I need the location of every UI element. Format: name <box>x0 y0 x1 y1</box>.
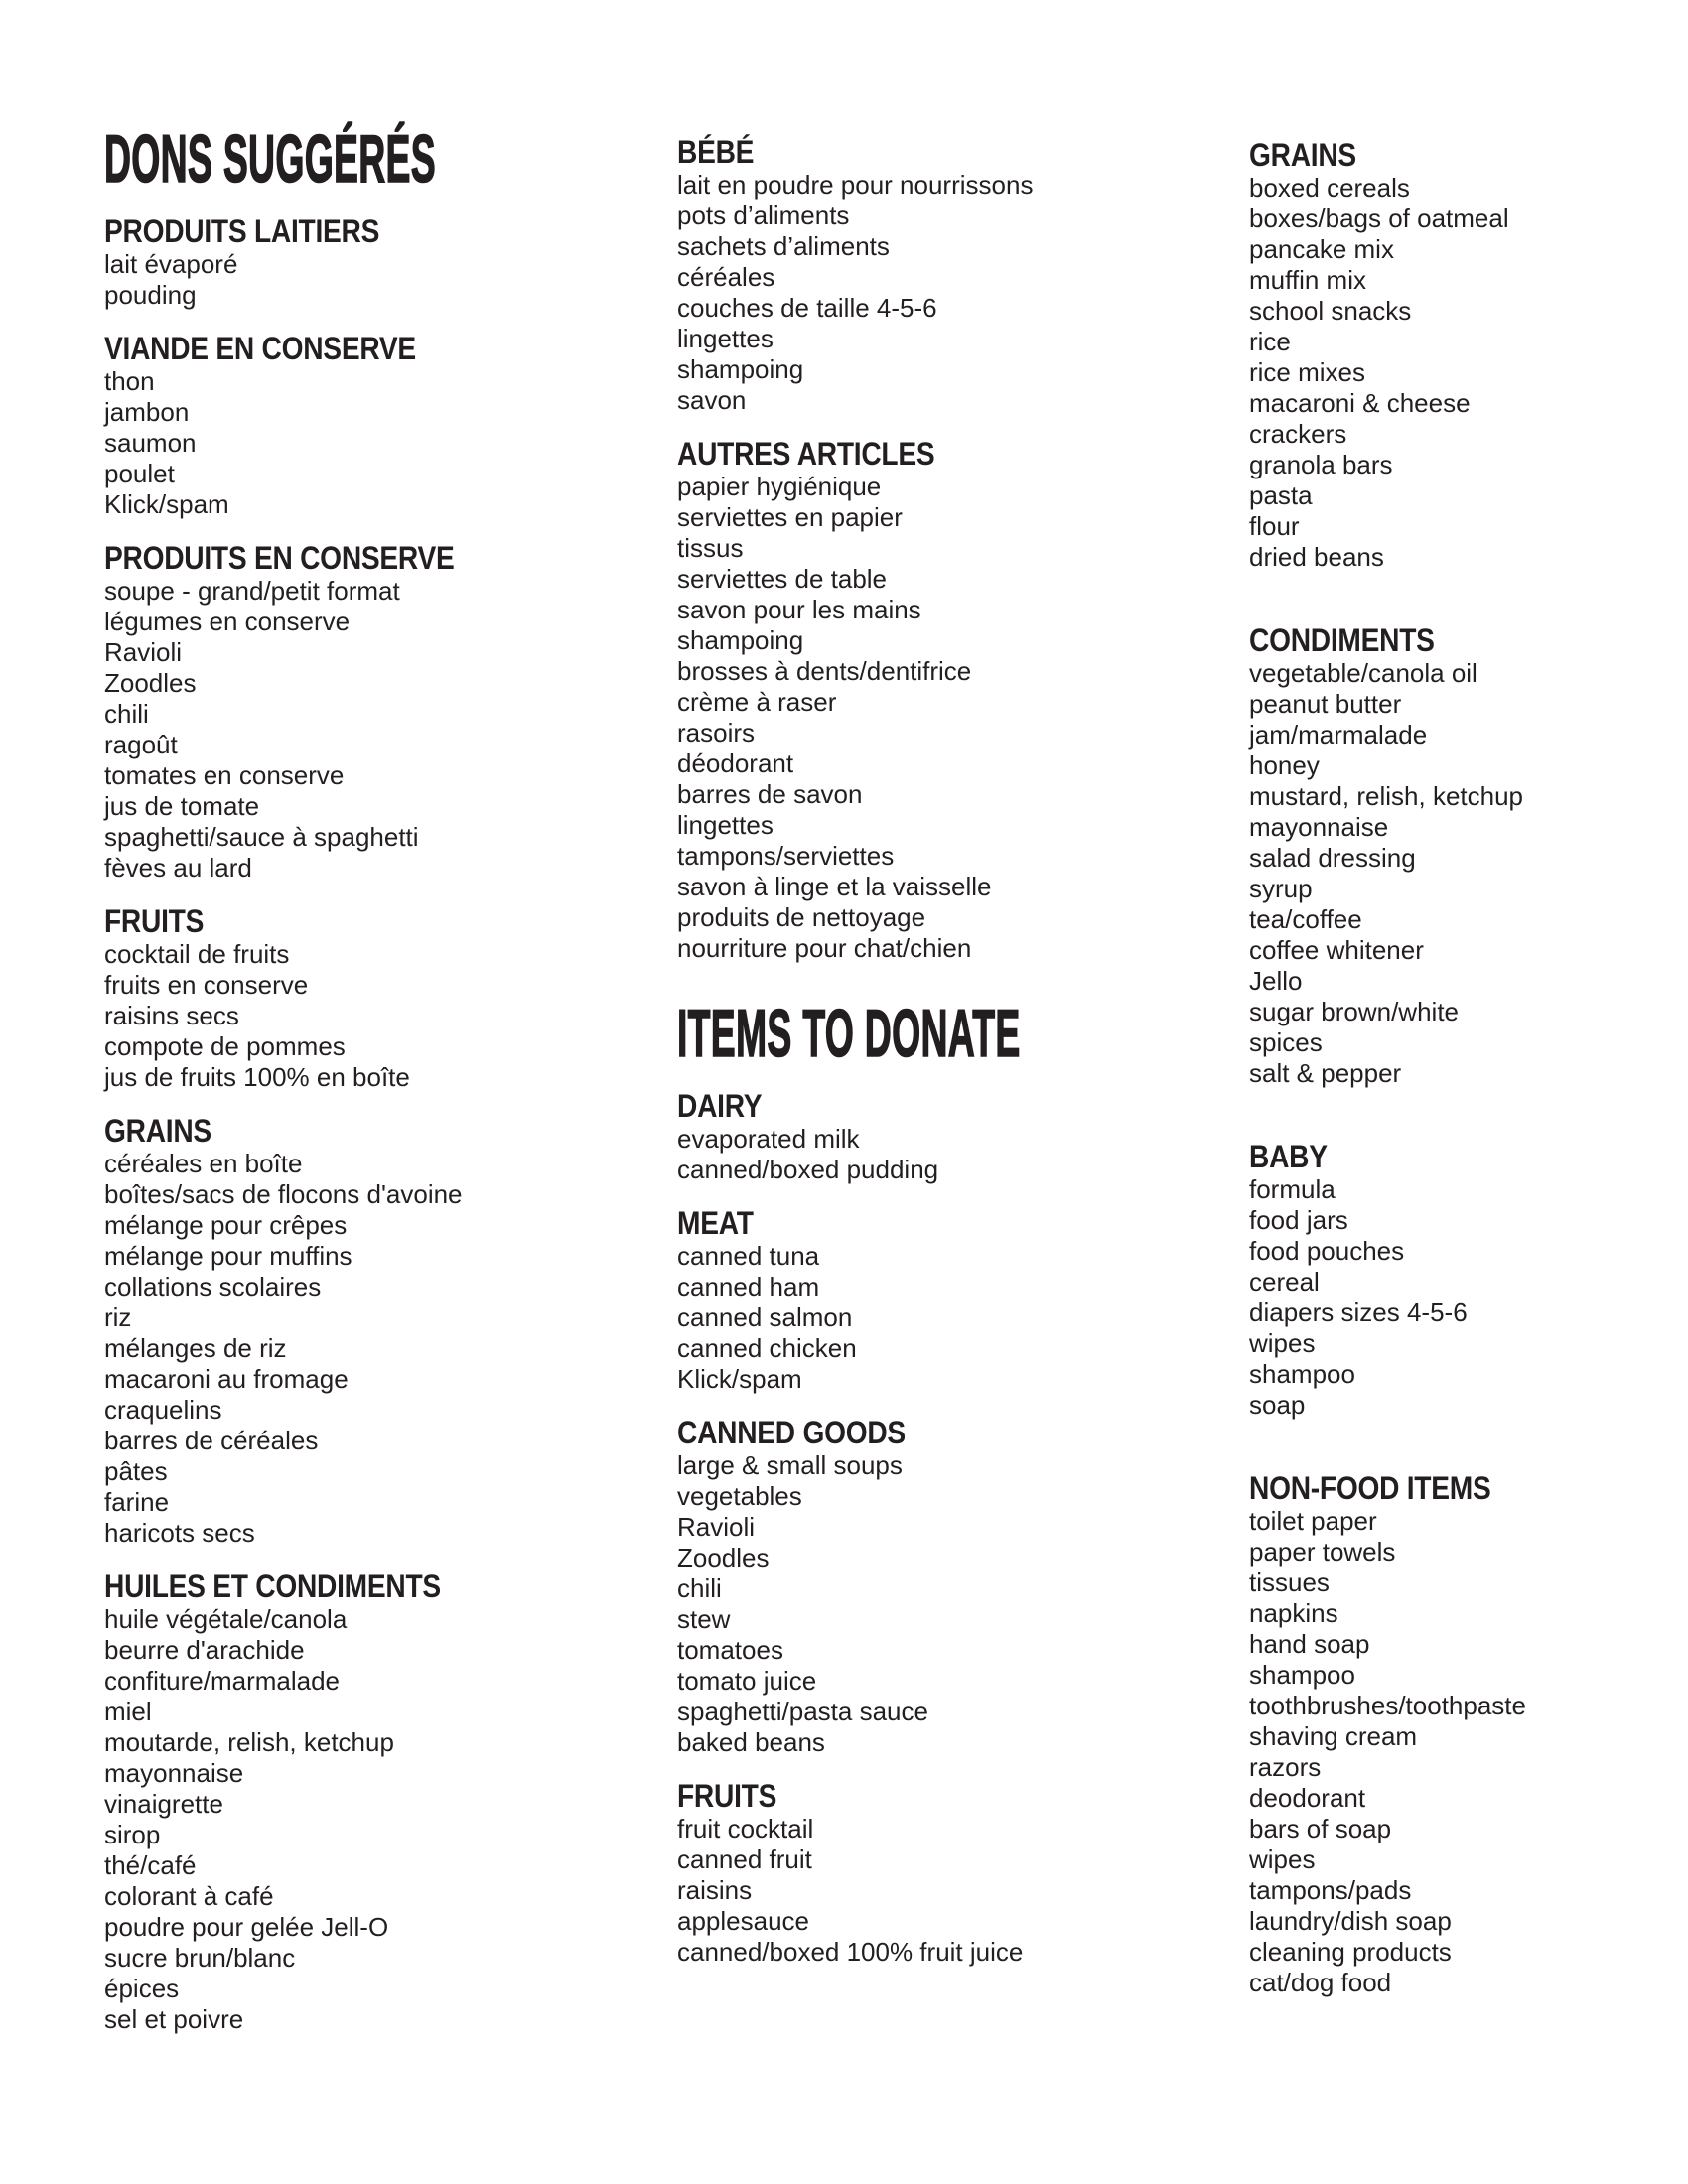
list-item: jus de fruits 100% en boîte <box>104 1062 410 1092</box>
list-item: thé/café <box>104 1850 197 1880</box>
section-autres-articles <box>677 436 1233 964</box>
list-item: huile végétale/canola <box>104 1604 348 1634</box>
list-item: saumon <box>104 428 197 458</box>
list-item: canned salmon <box>677 1302 853 1332</box>
list-item: fruit cocktail <box>677 1814 814 1843</box>
page-title-text: ITEMS TO DONATE <box>677 996 1021 1071</box>
item-list <box>104 939 660 1093</box>
list-item: honey <box>1249 751 1320 780</box>
section-heading-text: GRAINS <box>1249 137 1356 173</box>
list-item: tampons/pads <box>1249 1875 1412 1905</box>
list-item: food jars <box>1249 1205 1348 1235</box>
list-item: granola bars <box>1249 450 1393 479</box>
list-item: ragoût <box>104 730 178 759</box>
list-item: school snacks <box>1249 296 1412 326</box>
list-item: savon pour les mains <box>677 595 921 624</box>
list-item: soupe - grand/petit format <box>104 576 400 606</box>
list-item: chili <box>104 699 149 729</box>
section-condiments <box>1249 622 1688 1089</box>
item-list <box>677 1450 1233 1758</box>
section-produits-en-conserve <box>104 540 660 884</box>
list-item: papier hygiénique <box>677 472 882 501</box>
list-item: moutarde, relish, ketchup <box>104 1727 394 1757</box>
list-item: pâtes <box>104 1456 168 1486</box>
list-item: lait évaporé <box>104 249 238 279</box>
list-item: rasoirs <box>677 718 756 748</box>
page-title-text: DONS SUGGÉRÉS <box>104 121 437 197</box>
list-item: tea/coffee <box>1249 904 1362 934</box>
list-item: déodorant <box>677 749 794 778</box>
section-baby <box>1249 1139 1688 1421</box>
item-list <box>104 576 660 884</box>
section-heading-text: FRUITS <box>677 1778 777 1814</box>
section-heading-text: FRUITS <box>104 903 205 939</box>
list-item: sel et poivre <box>104 2004 244 2034</box>
section-heading-text: GRAINS <box>104 1113 211 1149</box>
section-heading-text: DAIRY <box>677 1088 763 1124</box>
list-item: raisins <box>677 1875 753 1905</box>
list-item: nourriture pour chat/chien <box>677 933 972 963</box>
list-item: baked beans <box>677 1727 825 1757</box>
list-item: canned tuna <box>677 1241 820 1271</box>
section-heading <box>104 1569 660 1604</box>
list-item: stew <box>677 1604 731 1634</box>
section-heading <box>677 134 1233 170</box>
section-heading-text: NON-FOOD ITEMS <box>1249 1470 1491 1506</box>
list-item: spaghetti/sauce à spaghetti <box>104 822 419 852</box>
list-item: Jello <box>1249 966 1303 996</box>
list-item: craquelins <box>104 1395 222 1425</box>
list-item: Klick/spam <box>677 1364 802 1394</box>
list-item: jam/marmalade <box>1249 720 1428 750</box>
section-heading-text: CANNED GOODS <box>677 1415 906 1450</box>
section-heading <box>1249 622 1688 658</box>
column-english <box>1249 137 1688 1998</box>
section-heading <box>1249 137 1688 173</box>
list-item: canned/boxed 100% fruit juice <box>677 1937 1024 1967</box>
list-item: compote de pommes <box>104 1031 346 1061</box>
section-viande-en-conserve <box>104 331 660 520</box>
list-item: miel <box>104 1697 152 1726</box>
section-heading-text: VIANDE EN CONSERVE <box>104 331 416 366</box>
list-item: rice mixes <box>1249 357 1366 387</box>
section-heading-text: HUILES ET CONDIMENTS <box>104 1569 441 1604</box>
list-item: épices <box>104 1974 180 2003</box>
list-item: cereal <box>1249 1267 1320 1297</box>
list-item: produits de nettoyage <box>677 902 926 932</box>
list-item: poudre pour gelée Jell-O <box>104 1912 389 1942</box>
list-item: mayonnaise <box>104 1758 244 1788</box>
list-item: lingettes <box>677 810 774 840</box>
list-item: paper towels <box>1249 1537 1396 1567</box>
list-item: toothbrushes/toothpaste <box>1249 1691 1526 1720</box>
item-list <box>677 170 1233 416</box>
list-item: barres de céréales <box>104 1426 319 1455</box>
section-heading <box>1249 1139 1688 1174</box>
list-item: serviettes de table <box>677 564 888 594</box>
list-item: shampoo <box>1249 1359 1355 1389</box>
item-list <box>104 249 660 311</box>
list-item: mayonnaise <box>1249 812 1389 842</box>
list-item: céréales en boîte <box>104 1149 303 1178</box>
list-item: vegetable/canola oil <box>1249 658 1477 688</box>
section-heading <box>677 1778 1233 1814</box>
list-item: salad dressing <box>1249 843 1416 873</box>
list-item: cat/dog food <box>1249 1968 1392 1997</box>
list-item: laundry/dish soap <box>1249 1906 1452 1936</box>
list-item: haricots secs <box>104 1518 255 1548</box>
item-list <box>1249 1506 1688 1998</box>
section-heading-text: BABY <box>1249 1139 1328 1174</box>
list-item: Zoodles <box>104 668 197 698</box>
list-item: shampoing <box>677 625 804 655</box>
list-item: crackers <box>1249 419 1347 449</box>
list-item: raisins secs <box>104 1001 239 1030</box>
list-item: tampons/serviettes <box>677 841 895 871</box>
list-item: pancake mix <box>1249 234 1394 264</box>
list-item: muffin mix <box>1249 265 1366 295</box>
list-item: shampoing <box>677 354 804 384</box>
list-item: couches de taille 4-5-6 <box>677 293 937 323</box>
list-item: sachets d’aliments <box>677 231 890 261</box>
section-huiles-et-condiments <box>104 1569 660 2035</box>
list-item: dried beans <box>1249 542 1384 572</box>
page-title-dons-suggeres <box>104 121 660 197</box>
list-item: savon à linge et la vaisselle <box>677 872 992 901</box>
list-item: savon <box>677 385 747 415</box>
list-item: Klick/spam <box>104 489 229 519</box>
list-item: bars of soap <box>1249 1814 1392 1843</box>
section-dairy <box>677 1088 1233 1185</box>
list-item: flour <box>1249 511 1300 541</box>
list-item: céréales <box>677 262 775 292</box>
item-list <box>1249 1174 1688 1421</box>
item-list <box>1249 658 1688 1089</box>
list-item: diapers sizes 4-5-6 <box>1249 1297 1468 1327</box>
section-heading-text: BÉBÉ <box>677 134 755 170</box>
list-item: razors <box>1249 1752 1322 1782</box>
section-heading <box>104 903 660 939</box>
list-item: tomatoes <box>677 1635 783 1665</box>
list-item: mélange pour crêpes <box>104 1210 348 1240</box>
section-heading <box>1249 1470 1688 1506</box>
section-heading <box>677 1088 1233 1124</box>
list-item: deodorant <box>1249 1783 1366 1813</box>
list-item: jus de tomate <box>104 791 260 821</box>
list-item: chili <box>677 1573 722 1603</box>
list-item: fèves au lard <box>104 853 252 883</box>
list-item: salt & pepper <box>1249 1058 1402 1088</box>
item-list <box>104 1149 660 1549</box>
list-item: canned chicken <box>677 1333 857 1363</box>
list-item: canned ham <box>677 1272 820 1301</box>
list-item: légumes en conserve <box>104 607 351 636</box>
list-item: tomato juice <box>677 1666 817 1696</box>
list-item: pots d’aliments <box>677 201 850 230</box>
section-heading-text: MEAT <box>677 1205 754 1241</box>
list-item: poulet <box>104 459 175 488</box>
section-fruits <box>104 903 660 1093</box>
list-item: lait en poudre pour nourrissons <box>677 170 1034 200</box>
list-item: colorant à café <box>104 1881 274 1911</box>
list-item: applesauce <box>677 1906 809 1936</box>
section-non-food-items <box>1249 1470 1688 1998</box>
list-item: sirop <box>104 1820 161 1849</box>
list-item: canned fruit <box>677 1844 812 1874</box>
section-heading-text: CONDIMENTS <box>1249 622 1435 658</box>
list-item: macaroni au fromage <box>104 1364 349 1394</box>
list-item: large & small soups <box>677 1450 903 1480</box>
section-bebe <box>677 134 1233 416</box>
list-item: mélange pour muffins <box>104 1241 352 1271</box>
list-item: collations scolaires <box>104 1272 322 1301</box>
list-item: serviettes en papier <box>677 502 903 532</box>
list-item: cleaning products <box>1249 1937 1452 1967</box>
list-item: cocktail de fruits <box>104 939 290 969</box>
list-item: beurre d'arachide <box>104 1635 305 1665</box>
list-item: tissus <box>677 533 744 563</box>
section-heading-text: PRODUITS LAITIERS <box>104 213 380 249</box>
list-item: boîtes/sacs de flocons d'avoine <box>104 1179 463 1209</box>
list-item: fruits en conserve <box>104 970 309 1000</box>
list-item: wipes <box>1249 1844 1316 1874</box>
list-item: spices <box>1249 1027 1323 1057</box>
list-item: riz <box>104 1302 132 1332</box>
section-heading <box>104 1113 660 1149</box>
list-item: vegetables <box>677 1481 802 1511</box>
list-item: tissues <box>1249 1568 1330 1597</box>
list-item: wipes <box>1249 1328 1316 1358</box>
list-item: Zoodles <box>677 1543 770 1572</box>
list-item: napkins <box>1249 1598 1338 1628</box>
list-item: Ravioli <box>104 637 183 667</box>
section-fruits <box>677 1778 1233 1968</box>
section-grains <box>1249 137 1688 573</box>
list-item: sucre brun/blanc <box>104 1943 296 1973</box>
list-item: farine <box>104 1487 170 1517</box>
page-title-items-to-donate <box>677 996 1233 1071</box>
list-item: lingettes <box>677 324 774 353</box>
list-item: crème à raser <box>677 687 837 717</box>
list-item: jambon <box>104 397 190 427</box>
section-heading-text: AUTRES ARTICLES <box>677 436 935 472</box>
list-item: mustard, relish, ketchup <box>1249 781 1524 811</box>
list-item: canned/boxed pudding <box>677 1155 939 1184</box>
list-item: mélanges de riz <box>104 1333 287 1363</box>
item-list <box>1249 173 1688 573</box>
section-heading <box>677 1205 1233 1241</box>
list-item: evaporated milk <box>677 1124 860 1154</box>
item-list <box>677 472 1233 964</box>
item-list <box>677 1124 1233 1185</box>
list-item: pouding <box>104 280 197 310</box>
section-heading-text: PRODUITS EN CONSERVE <box>104 540 455 576</box>
list-item: peanut butter <box>1249 689 1402 719</box>
section-heading <box>104 331 660 366</box>
section-produits-laitiers <box>104 213 660 311</box>
list-item: rice <box>1249 327 1291 356</box>
item-list <box>104 1604 660 2035</box>
column-french <box>104 121 660 2035</box>
list-item: formula <box>1249 1174 1336 1204</box>
section-heading <box>677 436 1233 472</box>
section-heading <box>104 540 660 576</box>
section-meat <box>677 1205 1233 1395</box>
list-item: barres de savon <box>677 779 863 809</box>
list-item: food pouches <box>1249 1236 1405 1266</box>
item-list <box>677 1241 1233 1395</box>
list-item: thon <box>104 366 155 396</box>
list-item: syrup <box>1249 874 1313 903</box>
section-grains <box>104 1113 660 1549</box>
list-item: boxed cereals <box>1249 173 1410 203</box>
list-item: hand soap <box>1249 1629 1370 1659</box>
section-canned-goods <box>677 1415 1233 1758</box>
list-item: macaroni & cheese <box>1249 388 1471 418</box>
list-item: tomates en conserve <box>104 760 345 790</box>
list-item: shampoo <box>1249 1660 1355 1690</box>
column-middle <box>677 134 1233 1968</box>
list-item: vinaigrette <box>104 1789 223 1819</box>
list-item: Ravioli <box>677 1512 756 1542</box>
item-list <box>104 366 660 520</box>
list-item: pasta <box>1249 480 1313 510</box>
item-list <box>677 1814 1233 1968</box>
list-item: coffee whitener <box>1249 935 1424 965</box>
list-item: boxes/bags of oatmeal <box>1249 204 1509 233</box>
list-item: soap <box>1249 1390 1306 1420</box>
list-item: sugar brown/white <box>1249 997 1459 1026</box>
section-heading <box>104 213 660 249</box>
section-heading <box>677 1415 1233 1450</box>
list-item: toilet paper <box>1249 1506 1377 1536</box>
list-item: spaghetti/pasta sauce <box>677 1697 928 1726</box>
list-item: brosses à dents/dentifrice <box>677 656 972 686</box>
list-item: confiture/marmalade <box>104 1666 340 1696</box>
list-item: shaving cream <box>1249 1721 1418 1751</box>
